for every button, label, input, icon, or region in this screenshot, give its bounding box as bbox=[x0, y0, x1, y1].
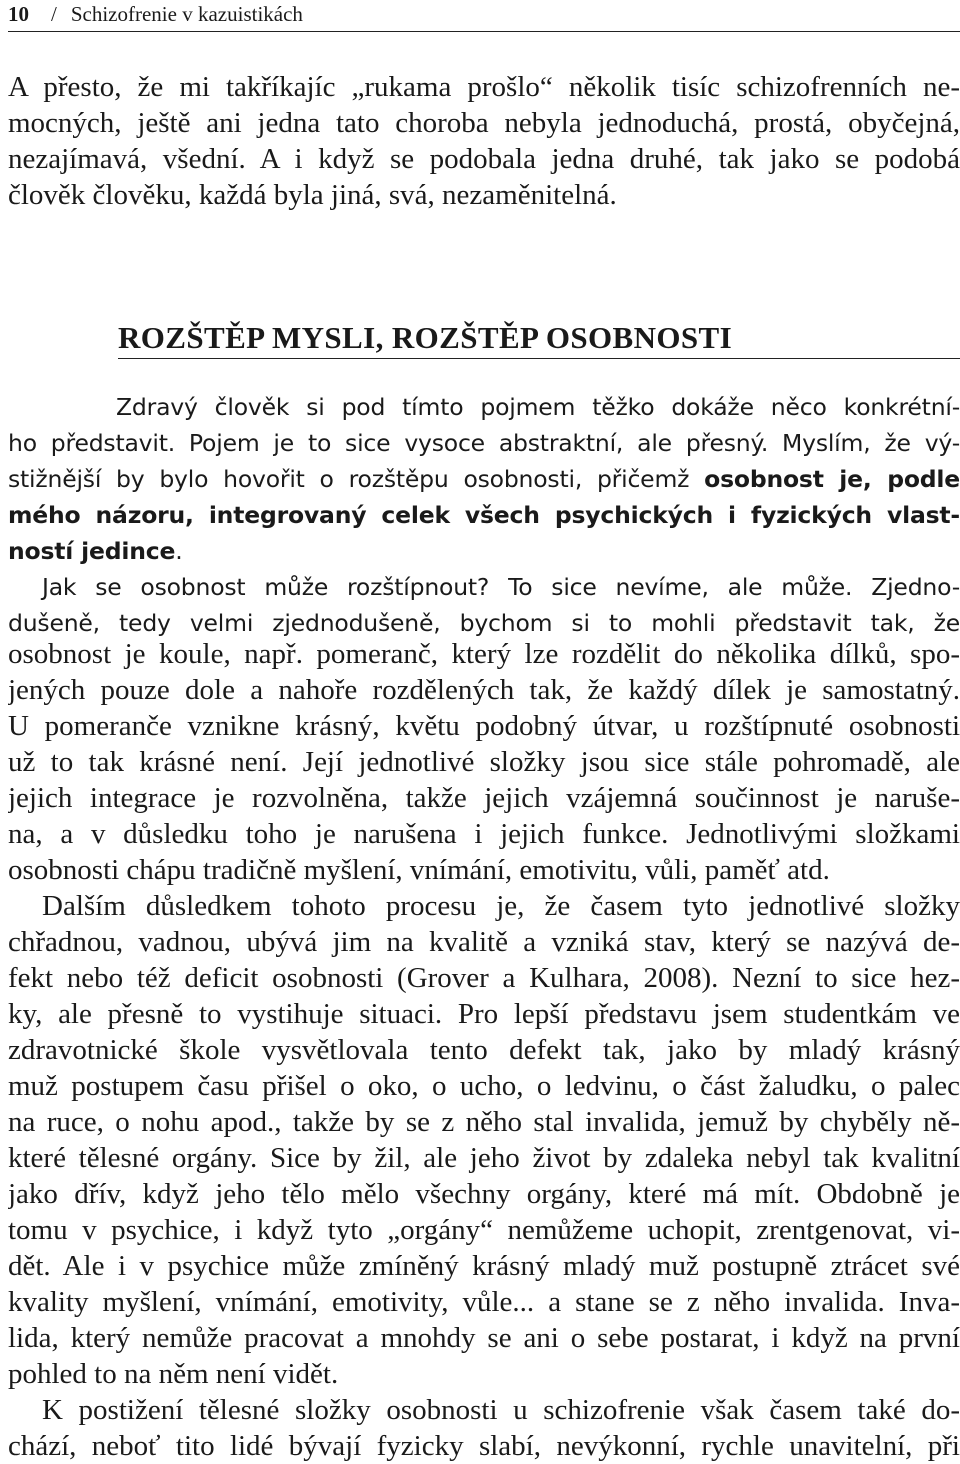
text-line: mého názoru, integrovaný celek všech psychických i fyzických vlast- bbox=[8, 501, 960, 529]
text-line: člověk člověku, každá byla jiná, svá, nezaměnitelná. bbox=[8, 179, 617, 211]
text-line: mocných, ještě ani jedna tato choroba nebyla jednoduchá, prostá, obyčejná, bbox=[8, 107, 960, 139]
text-line: nezajímavá, všední. A i když se podobala jedna druhé, tak jako se podobá bbox=[8, 143, 960, 175]
text-line bbox=[8, 533, 960, 569]
text-line: chází, neboť tito lidé bývají fyzicky slabí, nevýkonní, rychle unavitelní, při bbox=[8, 1430, 960, 1462]
text-line: osobnost je koule, např. pomeranč, který lze rozdělit do několika dílků, spo- bbox=[8, 638, 960, 670]
section-heading: ROZŠTĚP MYSLI, ROZŠTĚP OSOBNOSTI bbox=[118, 320, 733, 355]
text-line: Zdravý člověk si pod tímto pojmem těžko dokáže něco konkrétní- bbox=[116, 393, 960, 421]
emphasis-run: osobnost je, podle bbox=[704, 465, 960, 493]
text-line: už to tak krásné není. Její jednotlivé složky jsou sice stále pohromadě, ale bbox=[8, 746, 960, 778]
text-line: K postižení tělesné složky osobnosti u schizofrenie však časem také do- bbox=[42, 1394, 960, 1426]
text-line: pohled to na něm není vidět. bbox=[8, 1358, 339, 1390]
body-paragraphs bbox=[8, 636, 960, 1464]
text-line: osobnosti chápu tradičně myšlení, vnímání, emotivitu, vůli, paměť atd. bbox=[8, 854, 830, 886]
heading-rule bbox=[118, 358, 960, 359]
text-line: jených pouze dole a nahoře rozdělených tak, že každý dílek je samostatný. bbox=[8, 674, 960, 706]
emphasis-run: ností jedince bbox=[8, 537, 176, 565]
header-separator: / bbox=[51, 2, 57, 26]
text-line: jejich integrace je rozvolněna, takže jejich vzájemná součinnost je naruše- bbox=[8, 782, 960, 814]
text-line: A přesto, že mi takříkajíc „rukama prošlo“ několik tisíc schizofrenních ne- bbox=[8, 71, 960, 103]
text-line: dět. Ale i v psychice může zmíněný krásný mladý muž postupně ztrácet své bbox=[8, 1250, 960, 1282]
text-line: chřadnou, vadnou, ubývá jim na kvalitě a vzniká stav, který se nazývá de- bbox=[8, 926, 960, 958]
text-line: kvality myšlení, vnímání, emotivity, vůle... a stane se z něho invalida. Inva- bbox=[8, 1286, 960, 1318]
text-line: na ruce, o nohu apod., takže by se z něho stal invalida, jemuž by chyběly ně- bbox=[8, 1106, 960, 1138]
text-line: U pomeranče vznikne krásný, květu podobný útvar, u rozštípnuté osobnosti bbox=[8, 710, 960, 742]
text-run: stižnější by bylo hovořit o rozštěpu osobnosti, přičemž bbox=[8, 465, 705, 493]
text-line: Jak se osobnost může rozštípnout? To sice nevíme, ale může. Zjedno- bbox=[42, 573, 960, 601]
text-line: ho představit. Pojem je to sice vysoce abstraktní, ale přesný. Myslím, že vý- bbox=[8, 429, 960, 457]
text-line: které tělesné orgány. Sice by žil, ale jeho život by zdaleka nebyl tak kvalitní bbox=[8, 1142, 960, 1174]
page-number: 10 bbox=[8, 2, 29, 26]
text-line bbox=[8, 461, 960, 497]
intro-paragraph bbox=[8, 69, 960, 213]
text-line: na, a v důsledku toho je narušena i jejich funkce. Jednotlivými složkami bbox=[8, 818, 960, 850]
section-body bbox=[8, 389, 960, 641]
header-rule bbox=[8, 31, 960, 32]
text-line: zdravotnické škole vysvětlovala tento defekt tak, jako by mladý krásný bbox=[8, 1034, 960, 1066]
text-line: fekt nebo též deficit osobnosti (Grover a Kulhara, 2008). Nezní to sice hez- bbox=[8, 962, 960, 994]
text-line: Dalším důsledkem tohoto procesu je, že časem tyto jednotlivé složky bbox=[42, 890, 960, 922]
text-line: muž postupem času přišel o oko, o ucho, o ledvinu, o část žaludku, o palec bbox=[8, 1070, 960, 1102]
text-run: . bbox=[175, 537, 183, 565]
text-line: ky, ale přesně to vystihuje situaci. Pro lepší představu jsem studentkám ve bbox=[8, 998, 960, 1030]
text-line: dušeně, tedy velmi zjednodušeně, bychom si to mohli představit tak, že bbox=[8, 609, 960, 637]
book-title: Schizofrenie v kazuistikách bbox=[70, 2, 303, 26]
running-header bbox=[8, 0, 958, 30]
text-line: tomu v psychice, i když tyto „orgány“ nemůžeme uchopit, zrentgenovat, vi- bbox=[8, 1214, 960, 1246]
text-line: jako dřív, když jeho tělo mělo všechny orgány, které má mít. Obdobně je bbox=[8, 1178, 960, 1210]
text-line: lida, který nemůže pracovat a mnohdy se ani o sebe postarat, i když na první bbox=[8, 1322, 960, 1354]
